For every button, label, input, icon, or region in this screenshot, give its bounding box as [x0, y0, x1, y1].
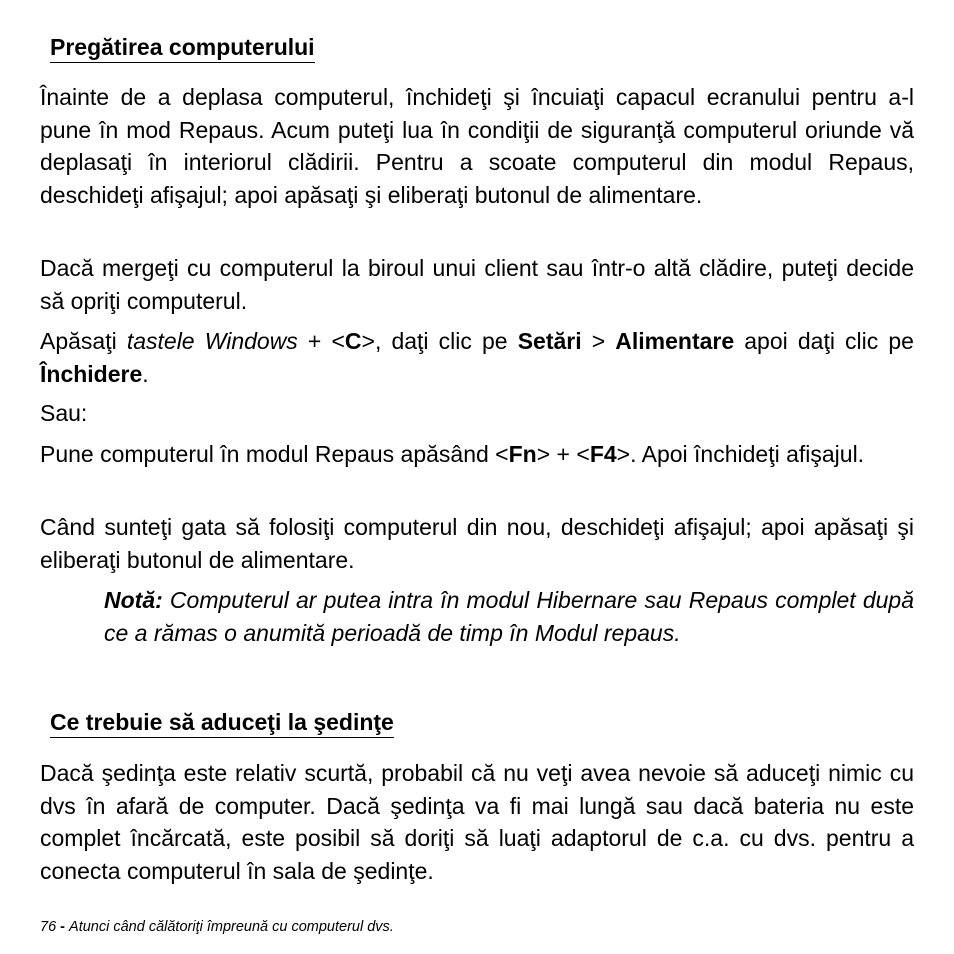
paragraph-shutdown-instruction: Apăsaţi tastele Windows + <C>, daţi clic pe Setări > Alimentare apoi daţi clic pe Închidere. — [40, 328, 914, 387]
paragraph-sleep-shortcut: Pune computerul în modul Repaus apăsând <Fn> + <F4>. Apoi închideţi afişajul. — [40, 441, 865, 467]
paragraph-meetings: Dacă şedinţa este relativ scurtă, probabil că nu veţi avea nevoie să aduceţi nimic cu dvs în afară de computer. Dacă şedinţa va fi mai lungă sau dacă bateria nu este complet încărcată, este posibil să doriţi să luaţi adaptorul de c.a. cu dvs. pentru a conecta computerul în sala de şedinţe. — [40, 760, 914, 884]
footer-text: Atunci când călătoriţi împreună cu computerul dvs. — [69, 919, 394, 935]
section-heading-preparing-computer: Pregătirea computerului — [50, 33, 315, 63]
section-heading-meetings: Ce trebuie să aduceţi la şedinţe — [50, 708, 394, 738]
paragraph-or: Sau: — [40, 400, 88, 426]
paragraph-resume: Când sunteţi gata să folosiţi computerul din nou, deschideţi afişajul; apoi apăsaţi şi eliberaţi butonul de alimentare. — [40, 514, 914, 573]
note-hibernate — [104, 584, 914, 649]
page-footer — [40, 918, 394, 936]
note-label: Notă: — [104, 587, 163, 613]
paragraph-client-office: Dacă mergeţi cu computerul la biroul unui client sau într-o altă clădire, puteţi decide să opriţi computerul. — [40, 255, 914, 314]
paragraph-sleep-mode: Înainte de a deplasa computerul, închideţi şi încuiaţi capacul ecranului pentru a-l pune în mod Repaus. Acum puteţi lua în condiţii de siguranţă computerul oriunde vă deplasaţi în interiorul clădirii. Pentru a scoate computerul din modul Repaus, deschideţi afişajul; apoi apăsaţi şi eliberaţi butonul de alimentare. — [40, 84, 914, 208]
note-text: Computerul ar putea intra în modul Hibernare sau Repaus complet după ce a rămas o anumită perioadă de timp în Modul repaus. — [104, 587, 914, 646]
footer-separator: - — [56, 919, 70, 935]
page-number: 76 — [40, 919, 57, 935]
